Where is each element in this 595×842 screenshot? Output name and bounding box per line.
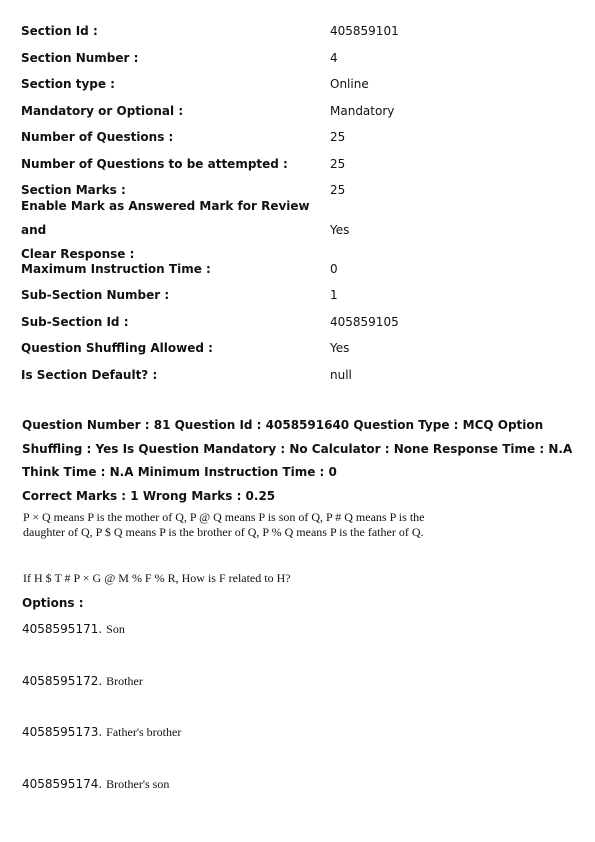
- section-marks-label: Section Marks :: [21, 183, 126, 198]
- max-instruction-time-value: 0: [330, 261, 338, 276]
- section-type-label: Section type :: [21, 77, 115, 92]
- question-stem-expression: If H $ T # P × G @ M % F % R, How is F related to H?: [23, 571, 291, 585]
- enable-mark-label-line2: Clear Response :: [21, 246, 135, 261]
- option-id: 4058595172.: [22, 674, 103, 688]
- option-item[interactable]: [22, 622, 125, 637]
- section-row: [21, 151, 581, 178]
- max-instruction-time-label: Maximum Instruction Time :: [21, 261, 211, 276]
- section-default-label: Is Section Default? :: [21, 367, 158, 382]
- section-row: [21, 71, 581, 98]
- num-attempt-label: Number of Questions to be attempted :: [21, 156, 288, 171]
- num-questions-label: Number of Questions :: [21, 130, 174, 145]
- section-row: [21, 256, 581, 283]
- option-item[interactable]: [22, 674, 143, 689]
- section-row: [21, 98, 581, 125]
- mandatory-value: Mandatory: [330, 103, 395, 118]
- section-row: [21, 309, 581, 336]
- option-item[interactable]: [22, 725, 181, 740]
- section-row: [21, 18, 581, 45]
- question-header: Question Number : 81 Question Id : 4058591640 Question Type : MCQ Option Shuffling : Yes Is Question Mandatory : No Calculator : None Response Time : N.A Think Time : N.A Minimum Instruction Time : 0: [22, 418, 573, 479]
- section-row: [21, 362, 581, 389]
- sub-section-id-value: 405859105: [330, 314, 399, 329]
- section-id-label: Section Id :: [21, 24, 98, 39]
- sub-section-number-value: 1: [330, 288, 338, 303]
- num-questions-value: 25: [330, 130, 346, 145]
- section-row: [21, 45, 581, 72]
- section-details-table: [21, 18, 581, 388]
- options-label: Options :: [22, 596, 84, 610]
- question-shuffling-value: Yes: [330, 341, 350, 356]
- section-id-value: 405859101: [330, 24, 399, 39]
- section-row: [21, 198, 581, 261]
- section-row: [21, 124, 581, 151]
- section-number-label: Section Number :: [21, 50, 139, 65]
- section-number-value: 4: [330, 50, 338, 65]
- option-text: Brother's son: [106, 777, 170, 791]
- section-type-value: Online: [330, 77, 369, 92]
- num-attempt-value: 25: [330, 156, 346, 171]
- question-marks: Correct Marks : 1 Wrong Marks : 0.25: [22, 489, 276, 503]
- option-text: Brother: [106, 674, 143, 688]
- enable-mark-label-line1: Enable Mark as Answered Mark for Review and: [21, 198, 310, 237]
- section-row: [21, 335, 581, 362]
- section-default-value: null: [330, 367, 352, 382]
- mandatory-label: Mandatory or Optional :: [21, 103, 184, 118]
- option-id: 4058595174.: [22, 777, 103, 791]
- sub-section-id-label: Sub-Section Id :: [21, 314, 129, 329]
- option-text: Father's brother: [106, 725, 182, 739]
- option-text: Son: [106, 622, 125, 636]
- question-stem: P × Q means P is the mother of Q, P @ Q means P is son of Q, P # Q means P is the daughter of Q, P $ Q means P is the brother of Q, P % Q means P is the father of Q.: [23, 510, 425, 539]
- sub-section-number-label: Sub-Section Number :: [21, 288, 170, 303]
- option-id: 4058595173.: [22, 725, 103, 739]
- section-row: [21, 282, 581, 309]
- option-id: 4058595171.: [22, 622, 103, 636]
- enable-mark-value: Yes: [330, 222, 350, 237]
- question-shuffling-label: Question Shuffling Allowed :: [21, 341, 213, 356]
- option-item[interactable]: [22, 777, 169, 792]
- section-marks-value: 25: [330, 183, 346, 198]
